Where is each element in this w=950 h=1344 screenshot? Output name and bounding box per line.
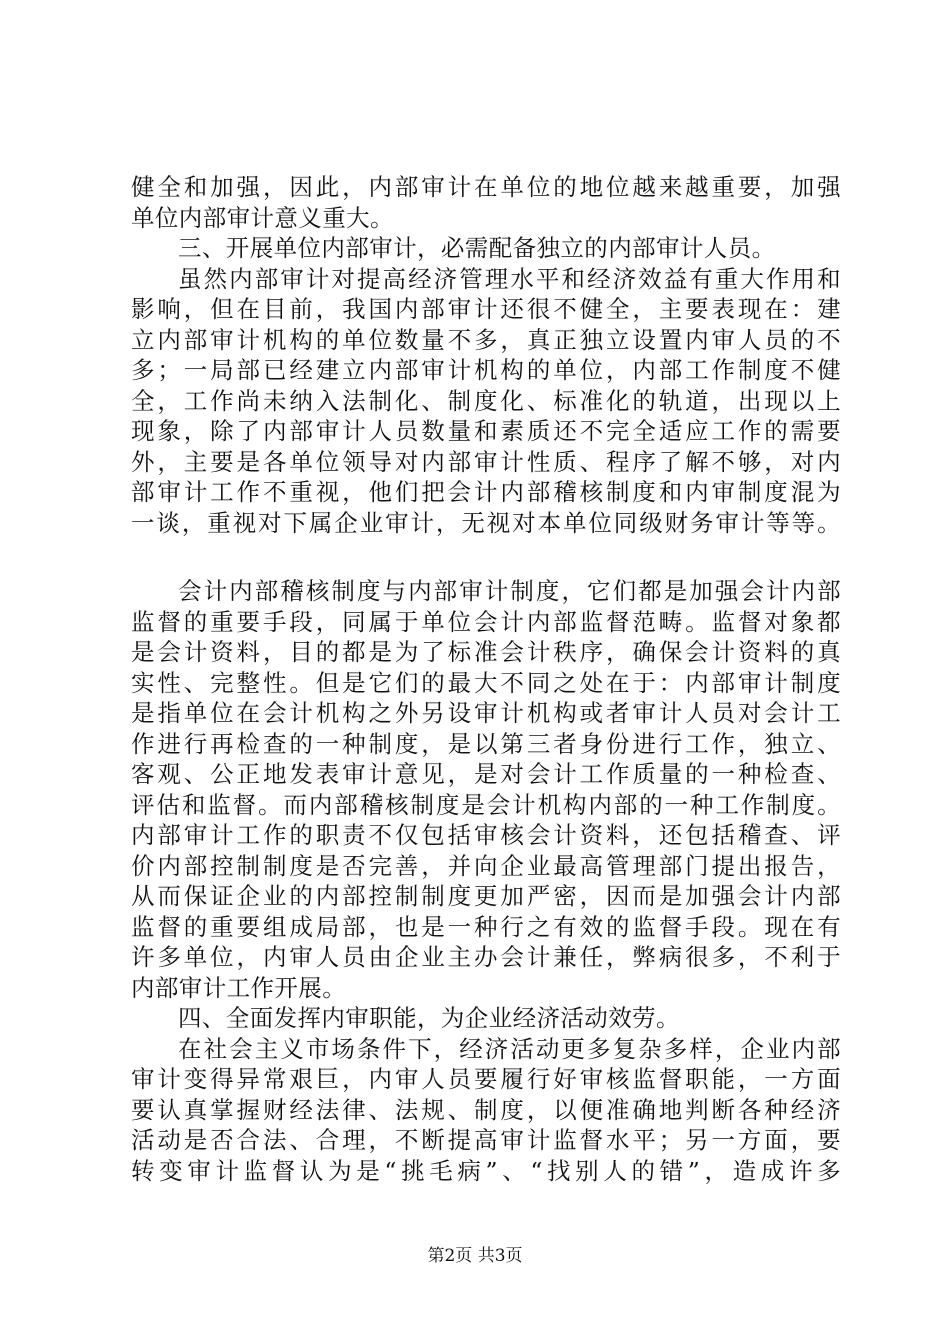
text-line: 是指单位在会计机构之外另设审计机构或者审计人员对会计工 (131, 699, 841, 727)
text-line: 监督的重要组成局部，也是一种行之有效的监督手段。现在有 (131, 912, 841, 941)
text-line: 影响，但在目前，我国内部审计还很不健全，主要表现在：建 (131, 295, 841, 323)
text-line: 外，主要是各单位领导对内部审计性质、程序了解不够，对内 (131, 447, 841, 476)
text-line: 会计内部稽核制度与内部审计制度，它们都是加强会计内部 (178, 577, 841, 605)
text-line: 单位内部审计意义重大。 (131, 203, 394, 232)
text-line: 转变审计监督认为是“挑毛病”、“找别人的错”，造成许多 (131, 1156, 841, 1185)
text-line: 现象，除了内部审计人员数量和素质还不完全适应工作的需要 (131, 417, 841, 445)
text-line: 作进行再检查的一种制度，是以第三者身份进行工作，独立、 (131, 729, 841, 758)
text-line: 监督的重要手段，同属于单位会计内部监督范畴。监督对象都 (131, 607, 841, 636)
page-number-footer: 第2页 共3页 (427, 1246, 523, 1266)
section-heading: 四、全面发挥内审职能，为企业经济活动效劳。 (178, 1004, 680, 1032)
text-line: 健全和加强，因此，内部审计在单位的地位越来越重要，加强 (131, 173, 841, 201)
text-line: 实性、完整性。但是它们的最大不同之处在于：内部审计制度 (131, 668, 841, 697)
text-line: 活动是否合法、合理，不断提高审计监督水平；另一方面，要 (131, 1126, 841, 1154)
text-line: 从而保证企业的内部控制制度更加严密，因而是加强会计内部 (131, 882, 841, 910)
text-line: 价内部控制制度是否完善，并向企业最高管理部门提出报告， (131, 851, 841, 880)
text-line: 多；一局部已经建立内部审计机构的单位，内部工作制度不健 (131, 356, 841, 384)
text-line: 内部审计工作开展。 (131, 973, 347, 1002)
text-line: 虽然内部审计对提高经济管理水平和经济效益有重大作用和 (178, 264, 841, 293)
section-heading: 三、开展单位内部审计，必需配备独立的内部审计人员。 (178, 234, 776, 262)
text-line: 审计变得异常艰巨，内审人员要履行好审核监督职能，一方面 (131, 1065, 841, 1093)
text-line: 是会计资料，目的都是为了标准会计秩序，确保会计资料的真 (131, 638, 841, 666)
text-line: 客观、公正地发表审计意见，是对会计工作质量的一种检查、 (131, 760, 841, 788)
text-line: 内部审计工作的职责不仅包括审核会计资料，还包括稽查、评 (131, 821, 841, 849)
text-line: 全，工作尚未纳入法制化、制度化、标准化的轨道，出现以上 (131, 386, 841, 415)
text-line: 立内部审计机构的单位数量不多，真正独立设置内审人员的不 (131, 325, 841, 354)
text-line: 一谈，重视对下属企业审计，无视对本单位同级财务审计等等。 (131, 508, 841, 537)
paragraph-gap (131, 538, 841, 576)
text-line: 在社会主义市场条件下，经济活动更多复杂多样，企业内部 (178, 1034, 841, 1063)
document-body (131, 172, 841, 1186)
text-line: 评估和监督。而内部稽核制度是会计机构内部的一种工作制度。 (131, 790, 841, 819)
text-line: 部审计工作不重视，他们把会计内部稽核制度和内审制度混为 (131, 478, 841, 506)
text-line: 要认真掌握财经法律、法规、制度，以便准确地判断各种经济 (131, 1095, 841, 1124)
text-line: 许多单位，内审人员由企业主办会计兼任，弊病很多，不利于 (131, 943, 841, 971)
